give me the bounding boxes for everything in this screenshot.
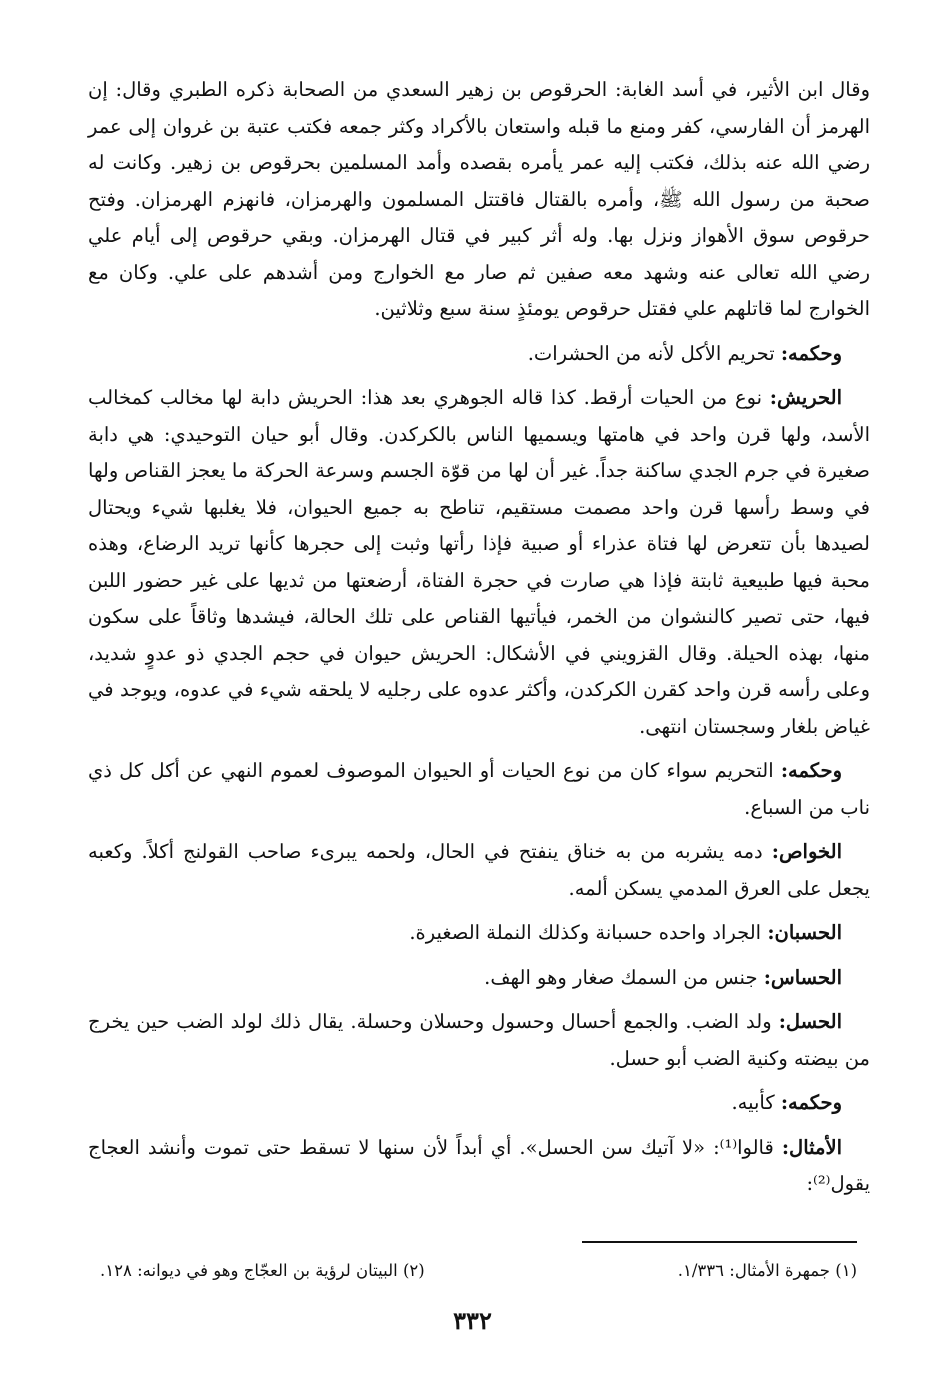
- footnotes: [100, 1258, 857, 1284]
- paragraph-lead: الأمثال:: [781, 1135, 843, 1159]
- paragraph-text: نوع من الحيات أرقط. كذا قاله الجوهري بعد هذا: الحريش دابة لها مخالب كمخالب الأسد، ولها قرن واحد في هامتها ويسميها الناس بالكركدن. وقال أبو حيان التوحيدي: هي دابة صغيرة في جرم الجدي ساكنة جداً. غير أن لها من قوّة الجسم وسرعة الحركة ما يعجز القناص ولها في وسط رأسها قرن واحد مصمت مستقيم، تناطح به جميع الحيوان، فلا يغلبها شيء ويحتال لصيدها بأن تتعرض لها فتاة عذراء أو صبية فإذا رأتها وثبت إلى حجرها كأنها تريد الرضاع، وهذه محبة فيها طبيعية ثابتة فإذا هي صارت في حجرة الفتاة، أرضعتها من ثديها على غير حضور اللبن فيها، حتى تصير كالنشوان من الخمر، فيأتيها القناص على تلك الحالة، فيشدها وثاقاً على سكون منها، بهذه الحيلة. وقال القزويني في الأشكال: الحريش حيوان في حجم الجدي ذو عدوٍ شديد، وعلى رأسه قرن واحد كقرن الكركدن، وأكثر عدوه على رجليه لا يلحقه شيء في عدوه، ويوجد في غياض بلغار وسجستان انتهى.: [88, 386, 870, 738]
- paragraph-lead: الخواص:: [771, 840, 842, 863]
- paragraph-lead: الحريش:: [769, 386, 842, 409]
- paragraph-text: التحريم سواء كان من نوع الحيات أو الحيوان الموصوف لعموم النهي عن أكل كل ذي ناب من السباع.: [88, 759, 870, 819]
- paragraph-text: الجراد واحده حسبانة وكذلك النملة الصغيرة.: [409, 921, 768, 944]
- paragraph-text: ولد الضب. والجمع أحسال وحسول وحسلان وحسلة. يقال ذلك لولد الضب حين يخرج من بيضته وكنية الضب أبو حسل.: [88, 1010, 870, 1070]
- footnote-divider: [582, 1241, 857, 1243]
- paragraph-text: وقال ابن الأثير، في أسد الغابة: الحرقوص بن زهير السعدي من الصحابة ذكره الطبري وقال: إن الهرمز أن الفارسي، كفر ومنع ما قبله واستعان بالأكراد وكثر جمعه فكتب عتبة بن غروان إلى عمر رضي الله عنه بذلك، فكتب إليه عمر يأمره بقصده وأمد المسلمين بحرقوص بن زهير. وكانت له صحبة من رسول الله ﷺ، وأمره بالقتال فاقتتل المسلمون والهرمزان، فانهزم الهرمزان. وفتح حرقوص سوق الأهواز ونزل بها. وله أثر كبير في قتال الهرمزان. وبقي حرقوص إلى أيام علي رضي الله تعالى عنه وشهد معه صفين ثم صار مع الخوارج ومن أشدهم على علي. وكان مع الخوارج لما قاتلهم علي فقتل حرقوص يومئذٍ سنة سبع وثلاثين.: [88, 78, 870, 320]
- paragraph-lead: الحساس:: [763, 965, 842, 989]
- page-number: ٣٣٢: [453, 1306, 492, 1335]
- paragraph-hurish: [88, 380, 870, 745]
- paragraph-husban: [88, 915, 870, 952]
- paragraph-text: قالوا⁽¹⁾: «لا آتيك سن الحسل». أي أبداً لأن سنها لا تسقط حتى تموت وأنشد العجاج يقول⁽²⁾:: [88, 1135, 870, 1195]
- paragraph-lead: الحسل:: [778, 1010, 842, 1033]
- paragraph-hukm-3: [88, 1085, 870, 1122]
- paragraph-hisl: [88, 1004, 870, 1077]
- paragraph-hukm-2: [88, 753, 870, 826]
- paragraph-hurqus: [88, 72, 870, 328]
- paragraph-text: دمه يشربه من به خناق ينفتح في الحال، ولحمه يبرىء صاحب القولنج أكلاً. وكعبه يجعل على العرق المدمي يسكن ألمه.: [88, 840, 870, 900]
- paragraph-lead: وحكمه:: [780, 341, 842, 365]
- paragraph-text: كأبيه.: [731, 1091, 781, 1114]
- footnote-2: (٢) البيتان لرؤية بن العجّاج وهو في ديوانه: ١٢٨.: [100, 1261, 425, 1280]
- footnote-1: (١) جمهرة الأمثال: ١/٣٣٦.: [677, 1261, 857, 1280]
- paragraph-lead: الحسبان:: [767, 921, 842, 944]
- paragraph-hukm-1: [88, 336, 870, 373]
- paragraph-lead: وحكمه:: [780, 759, 842, 782]
- paragraph-text: جنس من السمك صغار وهو الهف.: [484, 965, 764, 989]
- paragraph-text: تحريم الأكل لأنه من الحشرات.: [527, 341, 781, 365]
- page-body: [88, 72, 870, 1211]
- paragraph-khawass: [88, 834, 870, 907]
- paragraph-amthal: [88, 1130, 870, 1203]
- paragraph-lead: وحكمه:: [780, 1091, 842, 1114]
- paragraph-hassas: [88, 960, 870, 997]
